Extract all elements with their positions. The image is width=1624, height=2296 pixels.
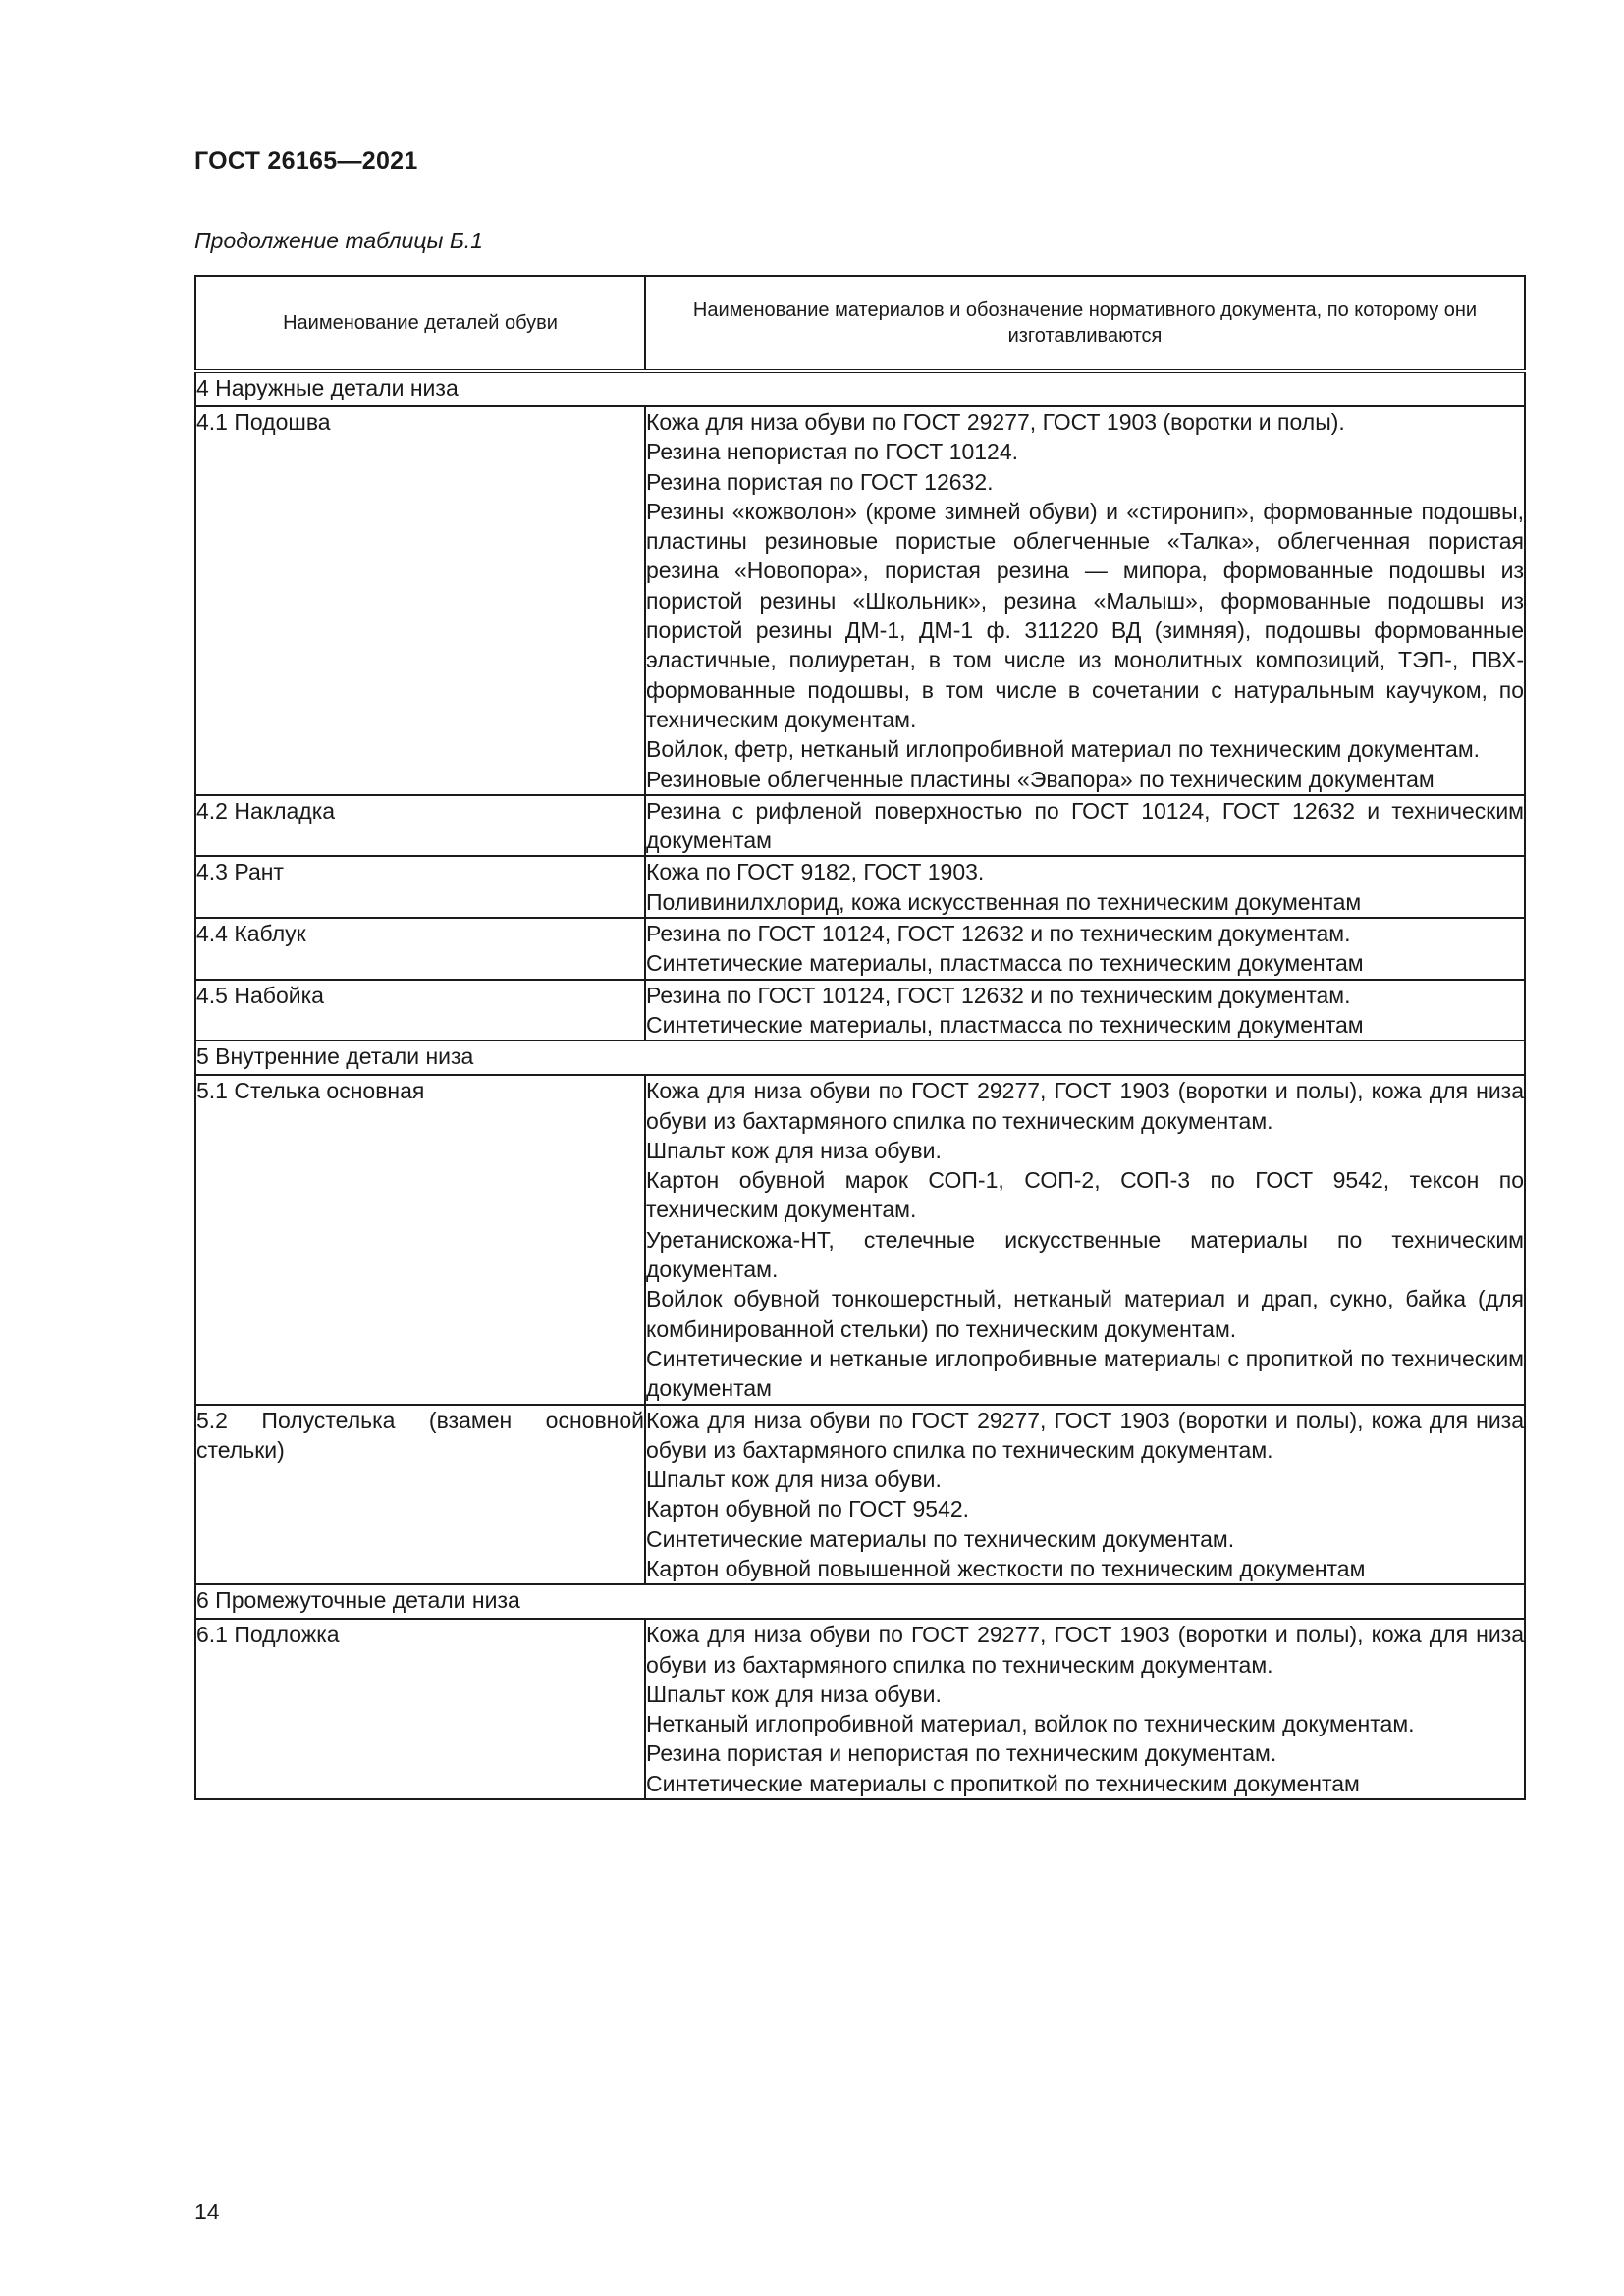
material-entry: Поливинилхлорид, кожа искусственная по техническим документам — [646, 888, 1362, 915]
material-entry: Синтетические материалы, пластмасса по техническим документам — [646, 950, 1364, 977]
material-entry: Картон обувной по ГОСТ 9542. — [646, 1496, 970, 1522]
table-row — [195, 1075, 1525, 1404]
material-entry: Синтетические материалы, пластмасса по техническим документам — [646, 1011, 1364, 1038]
material-entry: Нетканый иглопробивной материал, войлок по техническим документам. — [646, 1711, 1415, 1737]
material-entry: Резина по ГОСТ 10124, ГОСТ 12632 и по техническим документам. — [646, 982, 1351, 1008]
column-header-parts: Наименование деталей обуви — [195, 276, 645, 371]
material-entry: Кожа для низа обуви по ГОСТ 29277, ГОСТ 1903 (воротки и полы), кожа для низа обуви из бахтармяного спилка по техническим документам. — [646, 1407, 1524, 1463]
part-name-cell: 4.2 Накладка — [195, 795, 645, 857]
table-row — [195, 980, 1525, 1041]
table-row — [195, 1619, 1525, 1799]
material-entry: Войлок, фетр, нетканый иглопробивной материал по техническим документам. — [646, 736, 1481, 763]
table-row — [195, 1405, 1525, 1585]
part-name-cell: 4.3 Рант — [195, 856, 645, 918]
material-entry: Резина пористая и непористая по техническим документам. — [646, 1740, 1277, 1767]
material-entry: Кожа для низа обуви по ГОСТ 29277, ГОСТ 1903 (воротки и полы). — [646, 409, 1345, 435]
section-title: 4 Наружные детали низа — [195, 371, 1525, 406]
section-title: 6 Промежуточные детали низа — [195, 1584, 1525, 1619]
materials-cell — [645, 918, 1525, 980]
material-entry: Картон обувной марок СОП-1, СОП-2, СОП-3 по ГОСТ 9542, тексон по техническим документам. — [646, 1167, 1524, 1223]
table-row — [195, 918, 1525, 980]
materials-cell — [645, 1075, 1525, 1404]
material-entry: Кожа для низа обуви по ГОСТ 29277, ГОСТ 1903 (воротки и полы), кожа для низа обуви из бахтармяного спилка по техническим документам. — [646, 1078, 1524, 1134]
materials-cell — [645, 795, 1525, 857]
material-entry: Картон обувной повышенной жесткости по техническим документам — [646, 1555, 1366, 1581]
table-body — [195, 371, 1525, 1799]
part-name-cell: 5.1 Стелька основная — [195, 1075, 645, 1404]
materials-cell — [645, 1619, 1525, 1799]
part-name-cell: 4.4 Каблук — [195, 918, 645, 980]
table-section-row — [195, 1041, 1525, 1075]
material-entry: Кожа по ГОСТ 9182, ГОСТ 1903. — [646, 859, 985, 885]
materials-cell — [645, 406, 1525, 795]
table-row — [195, 795, 1525, 857]
material-entry: Синтетические материалы по техническим документам. — [646, 1525, 1235, 1552]
material-entry: Войлок обувной тонкошерстный, нетканый материал и драп, сукно, байка (для комбинированной стельки) по техническим документам. — [646, 1286, 1524, 1342]
page-number: 14 — [194, 2199, 220, 2224]
material-entry: Резина с рифленой поверхностью по ГОСТ 10124, ГОСТ 12632 и техническим документам — [646, 797, 1524, 854]
materials-table — [194, 275, 1526, 1800]
material-entry: Резиновые облегченные пластины «Эвапора» по техническим документам — [646, 766, 1435, 792]
material-entry: Шпальт кож для низа обуви. — [646, 1467, 942, 1493]
table-caption: Продолжение таблицы Б.1 — [194, 228, 483, 253]
section-title: 5 Внутренние детали низа — [195, 1041, 1525, 1075]
part-name-cell: 4.1 Подошва — [195, 406, 645, 795]
material-entry: Резина непористая по ГОСТ 10124. — [646, 439, 1019, 465]
material-entry: Кожа для низа обуви по ГОСТ 29277, ГОСТ 1903 (воротки и полы), кожа для низа обуви из бахтармяного спилка по техническим документам. — [646, 1622, 1524, 1678]
material-entry: Резина пористая по ГОСТ 12632. — [646, 468, 994, 495]
material-entry: Шпальт кож для низа обуви. — [646, 1681, 942, 1707]
table-header-row — [195, 276, 1525, 371]
materials-cell — [645, 1405, 1525, 1585]
material-entry: Синтетические материалы с пропиткой по техническим документам — [646, 1770, 1360, 1796]
part-name-cell: 6.1 Подложка — [195, 1619, 645, 1799]
materials-cell — [645, 980, 1525, 1041]
table-section-row — [195, 1584, 1525, 1619]
table-section-row — [195, 371, 1525, 406]
column-header-materials: Наименование материалов и обозначение нормативного документа, по которому они изготавливаются — [645, 276, 1525, 371]
material-entry: Резины «кожволон» (кроме зимней обуви) и «стиронип», формованные подошвы, пластины резиновые пористые облегченные «Талка», облегченная пористая резина «Новопора», пористая резина — мипора, формованные подошвы из пористой резины «Школьник», резина «Малыш», формованные подошвы из пористой резины ДМ-1, ДМ-1 ф. 311220 ВД (зимняя), подошвы формованные эластичные, полиуретан, в том числе из монолитных композиций, ТЭП-, ПВХ-формованные подошвы, в том числе в сочетании с натуральным каучуком, по техническим документам. — [646, 498, 1524, 732]
material-entry: Резина по ГОСТ 10124, ГОСТ 12632 и по техническим документам. — [646, 921, 1351, 947]
part-name-cell: 5.2 Полустелька (взамен основной стельки) — [195, 1405, 645, 1585]
table-row — [195, 856, 1525, 918]
materials-cell — [645, 856, 1525, 918]
material-entry: Синтетические и нетканые иглопробивные материалы с пропиткой по техническим документам — [646, 1345, 1524, 1402]
document-code: ГОСТ 26165—2021 — [194, 147, 418, 175]
table-row — [195, 406, 1525, 795]
material-entry: Уретанискожа-НТ, стелечные искусственные материалы по техническим документам. — [646, 1226, 1524, 1283]
material-entry: Шпальт кож для низа обуви. — [646, 1137, 942, 1163]
part-name-cell: 4.5 Набойка — [195, 980, 645, 1041]
